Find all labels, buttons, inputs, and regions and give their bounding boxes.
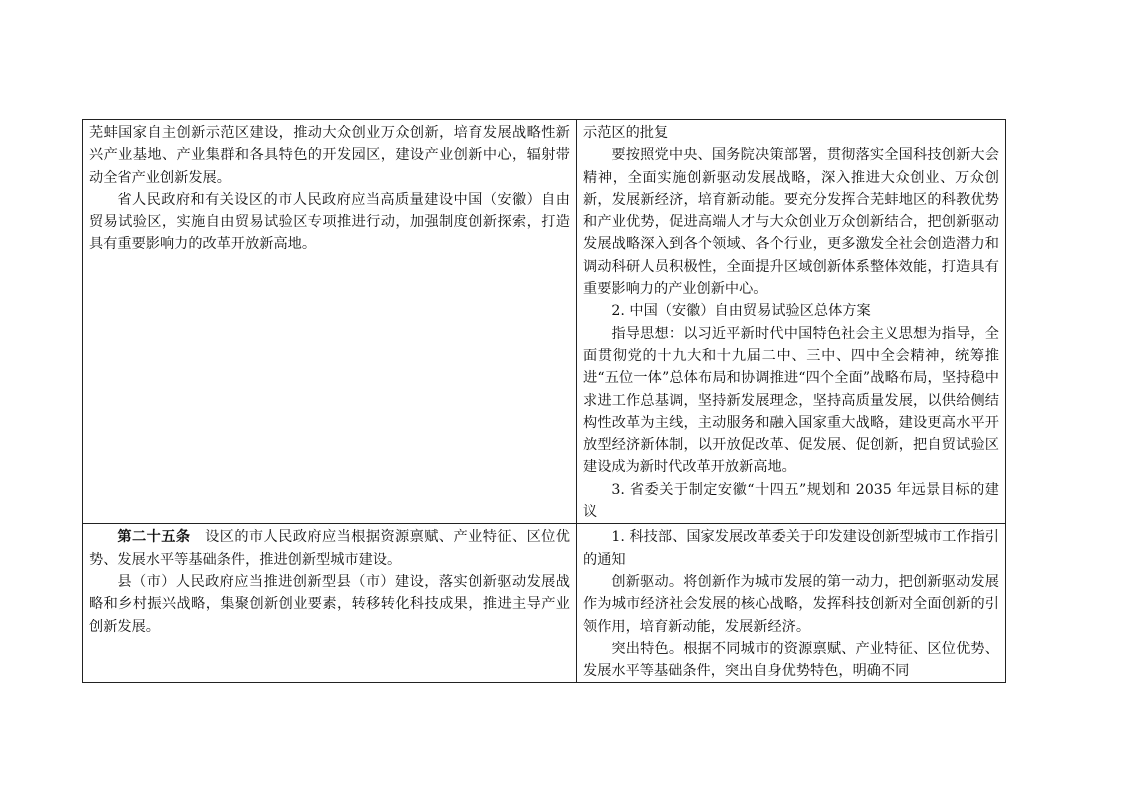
article-number: 第二十五条 <box>117 529 191 546</box>
paragraph: 省人民政府和有关设区的市人民政府应当高质量建设中国（安徽）自由贸易试验区，实施自由贸易试验区专项推进行动，加强制度创新探索，打造具有重要影响力的改革开放新高地。 <box>89 191 570 253</box>
comparison-table <box>82 119 1006 683</box>
paragraph: 要按照党中央、国务院决策部署，贯彻落实全国科技创新大会精神，全面实施创新驱动发展战略，深入推进大众创业、万众创新，发展新经济，培育新动能。要充分发挥合芜蚌地区的科教优势和产业优势，促进高端人才与大众创业万众创新结合，把创新驱动发展战略深入到各个领域、各个行业，更多激发全社会创造潜力和调动科研人员积极性，全面提升区域创新体系整体效能，打造具有重要影响力的产业创新中心。 <box>583 147 999 298</box>
regulation-cell <box>83 120 577 524</box>
regulation-cell <box>83 524 577 683</box>
source-heading: 2. 中国（安徽）自由贸易试验区总体方案 <box>611 303 871 320</box>
paragraph: 创新驱动。将创新作为城市发展的第一动力，把创新驱动发展作为城市经济社会发展的核心战略，发挥科技创新对全面创新的引领作用，培育新动能，发展新经济。 <box>583 573 999 635</box>
source-heading: 3. 省委关于制定安徽“十四五”规划和 2035 年远景目标的建议 <box>583 481 999 521</box>
article-paragraph <box>89 526 570 571</box>
article-text: 设区的市人民政府应当根据资源禀赋、产业特征、区位优势、发展水平等基础条件，推进创新型城市建设。 <box>89 529 570 568</box>
paragraph: 示范区的批复 <box>583 125 669 141</box>
policy-basis-cell <box>577 120 1006 524</box>
paragraph: 芜蚌国家自主创新示范区建设，推动大众创业万众创新，培育发展战略性新兴产业基地、产业集群和各具特色的开发园区，建设产业创新中心，辐射带动全省产业创新发展。 <box>89 125 570 186</box>
policy-basis-cell <box>577 524 1006 683</box>
source-heading: 1. 科技部、国家发展改革委关于印发建设创新型城市工作指引的通知 <box>583 529 999 568</box>
paragraph: 突出特色。根据不同城市的资源禀赋、产业特征、区位优势、发展水平等基础条件，突出自身优势特色，明确不同 <box>583 640 999 680</box>
paragraph: 指导思想：以习近平新时代中国特色社会主义思想为指导，全面贯彻党的十九大和十九届二中、三中、四中全会精神，统筹推进“五位一体”总体布局和协调推进“四个全面”战略布局，坚持稳中求进工作总基调，坚持新发展理念，坚持高质量发展，以供给侧结构性改革为主线，主动服务和融入国家重大战略，建设更高水平开放型经济新体制，以开放促改革、促发展、促创新，把自贸试验区建设成为新时代改革开放新高地。 <box>583 325 999 476</box>
table-row <box>83 524 1006 683</box>
table-row <box>83 120 1006 524</box>
paragraph: 县（市）人民政府应当推进创新型县（市）建设，落实创新驱动发展战略和乡村振兴战略，集聚创新创业要素，转移转化科技成果，推进主导产业创新发展。 <box>89 573 570 635</box>
